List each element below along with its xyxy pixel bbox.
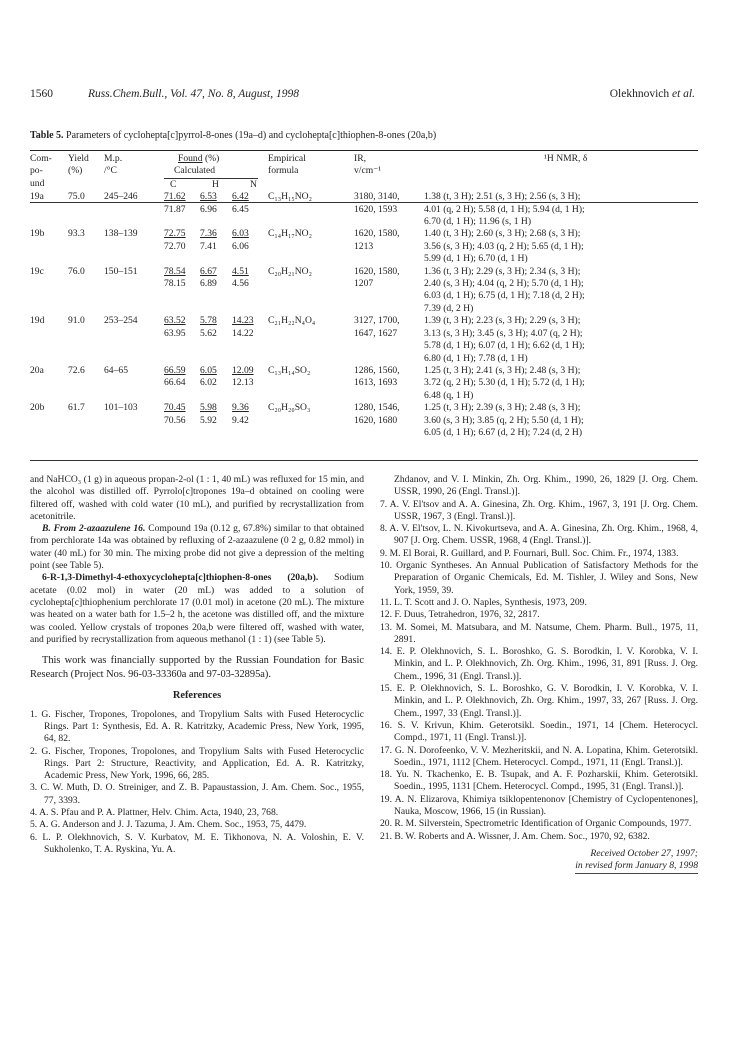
cell-mp: 101–103 (104, 402, 138, 414)
cell-ir: 3127, 1700, 1647, 1627 (354, 315, 400, 339)
references-heading: References (172, 690, 222, 702)
reference-item: 11. L. T. Scott and J. O. Naples, Synthesis, 1973, 209. (380, 596, 587, 608)
reference-item: 19. A. N. Elizarova, Khimiya tsiklopentenonov [Chemistry of Cyclopentenones], Nauka, Moscow, 1966, 15 (in Russian). (380, 793, 698, 818)
table-caption-text: Parameters of cyclohepta[c]pyrrol-8-ones (19a–d) and cyclohepta[c]thiophen-8-ones (20a,b) (66, 130, 437, 141)
col-found-calculated: Found (%) Calculated C H N (164, 153, 268, 191)
cell-yield: 93.3 (68, 228, 85, 240)
cell-mp: 150–151 (104, 265, 138, 277)
cell-compound: 19d (30, 315, 45, 327)
col-ir: IR, v/cm⁻¹ (354, 153, 382, 177)
cell-analysis-h: 7.36 7.41 (200, 228, 217, 252)
cell-compound: 19b (30, 228, 45, 240)
cell-mp: 245–246 (104, 191, 138, 203)
journal-citation: Russ.Chem.Bull., Vol. 47, No. 8, August, 1998 (88, 88, 299, 100)
cell-ir: 1286, 1560, 1613, 1693 (354, 364, 400, 389)
cell-analysis-c: 78.54 78.15 (164, 265, 186, 290)
reference-item: 5. A. G. Anderson and J. J. Tazuma, J. Am. Chem. Soc., 1953, 75, 4479. (30, 819, 307, 831)
cell-yield: 72.6 (68, 364, 85, 376)
received-dates: Received October 27, 1997; in revised form January 8, 1998 (380, 848, 698, 874)
running-authors: Olekhnovich et al. (609, 88, 695, 100)
cell-ir: 3180, 3140, 1620, 1593 (354, 191, 400, 215)
cell-analysis-n: 12.09 12.13 (232, 364, 254, 389)
cell-analysis-h: 5.78 5.62 (200, 315, 217, 339)
cell-yield: 76.0 (68, 265, 85, 277)
table-row (30, 191, 698, 228)
cell-nmr: 1.25 (t, 3 H); 2.39 (s, 3 H); 2.48 (s, 3 H); 3.60 (s, 3 H); 3.85 (q, 2 H); 5.50 (d, 1 H); 6.05 (d, 1 H); 6.67 (d, 2 H); 7.24 (d, 2 H) (424, 402, 584, 438)
running-header (30, 86, 695, 102)
reference-item: 21. B. W. Roberts and A. Wissner, J. Am. Chem. Soc., 1970, 92, 6382. (380, 830, 650, 842)
col-compound: Com- po- und (30, 153, 52, 189)
cell-compound: 19c (30, 265, 44, 277)
reference-item: 20. R. M. Silverstein, Spectrometric Identification of Organic Compounds, 1977. (380, 818, 692, 830)
cell-ir: 1620, 1580, 1207 (354, 265, 400, 290)
reference-item: 8. A. V. El'tsov, L. N. Kivokurtseva, and A. A. Ginesina, Zh. Org. Khim., 1968, 4, 907 [J. Org. Chem. USSR, 1968, 4 (Engl. Transl.)]. (380, 523, 698, 547)
col-mp: M.p. /°C (104, 153, 123, 177)
table-row (30, 365, 698, 402)
cell-nmr: 1.36 (t, 3 H); 2.29 (s, 3 H); 2.34 (s, 3 H); 2.40 (s, 3 H); 4.04 (q, 2 H); 5.70 (d, 1 H); 6.03 (d, 1 H); 6.75 (d, 1 H); 7.18 (d, 2 H); 7.39 (d, 2 H) (424, 265, 585, 314)
col-yield: Yield (%) (68, 153, 89, 177)
cell-nmr: 1.25 (t, 3 H); 2.41 (s, 3 H); 2.48 (s, 3 H); 3.72 (q, 2 H); 5.30 (d, 1 H); 5.72 (d, 1 H); 6.48 (q, 1 H) (424, 364, 585, 401)
cell-analysis-h: 6.67 6.89 (200, 265, 217, 290)
table-caption (30, 129, 699, 142)
col-empirical: Empirical formula (268, 153, 306, 177)
cell-analysis-h: 5.98 5.92 (200, 402, 217, 426)
table-row (30, 402, 698, 439)
left-column (30, 474, 364, 856)
cell-analysis-c: 70.45 70.56 (164, 402, 186, 426)
reference-item: 9. M. El Borai, R. Guillard, and P. Fournari, Bull. Soc. Chim. Fr., 1974, 1383. (380, 547, 679, 559)
cell-analysis-c: 63.52 63.95 (164, 315, 186, 339)
cell-compound: 20b (30, 402, 45, 414)
cell-yield: 75.0 (68, 191, 85, 203)
cell-ir: 1620, 1580, 1213 (354, 228, 400, 252)
cell-ir: 1280, 1546, 1620, 1680 (354, 402, 400, 426)
reference-item: 10. Organic Syntheses. An Annual Publication of Satisfactory Methods for the Preparation of Organic Chemicals, Ed. M. Tishler, J. Wiley and Sons, New York, 1959, 39. (380, 560, 698, 596)
cell-analysis-n: 6.03 6.06 (232, 228, 249, 252)
table-row (30, 266, 698, 316)
cell-analysis-c: 71.62 71.87 (164, 191, 186, 215)
reference-item: 16. S. V. Krivun, Khim. Geterotsikl. Soedin., 1971, 14 [Chem. Heterocycl. Compd., 1971, 11 (Engl. Transl.)]. (380, 719, 698, 744)
cell-analysis-h: 6.53 6.96 (200, 191, 217, 215)
reference-item: Zhdanov, and V. I. Minkin, Zh. Org. Khim., 1990, 26, 1829 [J. Org. Chem. USSR, 1990, 26 (Engl. Transl.)]. (394, 474, 698, 498)
cell-formula: C₂₀H₂₀SO₃ (268, 402, 311, 414)
cell-analysis-n: 4.51 4.56 (232, 265, 249, 290)
cell-formula: C₂₁H₂₂N₄O₄ (268, 315, 316, 327)
cell-compound: 19a (30, 191, 44, 203)
cell-mp: 253–254 (104, 315, 138, 327)
reference-item: 12. F. Duus, Tetrahedron, 1976, 32, 2817. (380, 609, 540, 621)
cell-analysis-n: 9.36 9.42 (232, 402, 249, 426)
experimental-paragraph-3: 6-R-1,3-Dimethyl-4-ethoxycyclohepta[c]thiophen-8-ones (20a,b). Sodium acetate (0.02 mol) in water (20 mL) was added to a solution of cyclohepta[c]thiophenium perchlorate 17 (0.01 mol) in acetone (20 mL). The mixture was heated on a water bath for 1.5–2 h, the acetone was distilled off, and the mixture was cooled. Yellow crystals of tropones 20a,b were filtered off, washed with water, and purified by recrystallization from aqueous methanol (1 : 1) (see Table 5). (30, 572, 364, 645)
cell-analysis-n: 6.42 6.45 (232, 191, 249, 215)
reference-item: 14. E. P. Olekhnovich, S. L. Boroshko, G. S. Borodkin, I. V. Korobka, V. I. Minkin, and L. P. Olekhnovich, Zh. Org. Khim., 1996, 31, 891 [Russ. J. Org. Chem., 1996, 31 (Engl. Transl.)]. (380, 646, 698, 682)
references-list-right (380, 474, 698, 843)
table-bottom-rule (30, 460, 698, 461)
right-column (380, 474, 698, 874)
experimental-paragraph-1: and NaHCO₃ (1 g) in aqueous propan-2-ol (1 : 1, 40 mL) was refluxed for 15 min, and the alcohol was distilled off. Pyrrolo[c]tropones 19a–d obtained on cooling were filtered off, washed with cold water (10 mL), and purified by recrystallization from acetonitrile. (30, 474, 364, 522)
cell-mp: 138–139 (104, 228, 138, 240)
cell-yield: 61.7 (68, 402, 85, 414)
reference-item: 4. A. S. Pfau and P. A. Plattner, Helv. Chim. Acta, 1940, 23, 768. (30, 807, 279, 819)
cell-analysis-c: 66.59 66.64 (164, 364, 186, 389)
reference-item: 13. M. Somei, M. Matsubara, and M. Natsume, Chem. Pharm. Bull., 1975, 11, 2891. (380, 621, 698, 645)
acknowledgment: This work was financially supported by the Russian Foundation for Basic Research (Project Nos. 96-03-33360a and 97-03-32895a). (30, 655, 364, 680)
reference-item: 18. Yu. N. Tkachenko, E. B. Tsupak, and A. F. Pozharskii, Khim. Geterotsikl. Soedin., 1995, 1131 [Chem. Heterocycl. Compd., 1995, 31 (Engl. Transl.)]. (380, 769, 698, 793)
experimental-paragraph-2: B. From 2-azaazulene 16. Compound 19a (0.12 g, 67.8%) similar to that obtained from perchlorate 14a was obtained by refluxing of 2-azaazulene (0 2 g, 0.82 mmol) in water (40 mL) for 30 min. The mixing probe did not give a depression of the melting point (see Table 5). (30, 523, 364, 572)
cell-formula: C₁₃H₁₄SO₂ (268, 364, 311, 376)
cell-mp: 64–65 (104, 364, 128, 376)
reference-item: 15. E. P. Olekhnovich, S. L. Boroshko, G. V. Borodkin, I. V. Korobka, V. I. Minkin, and L. P. Olekhnovich, Zh. Org. Khim., 1997, 33, 267 [Russ. J. Org. Chem., 1997, 33 (Engl. Transl.)]. (380, 683, 698, 719)
reference-item: 6. L. P. Olekhnovich, S. V. Kurbatov, M. E. Tikhonova, N. A. Voloshin, E. V. Sukholenko, T. A. Ryskina, Yu. A. (30, 831, 364, 855)
reference-item: 17. G. N. Dorofeenko, V. V. Mezheritskii, and N. A. Lopatina, Khim. Geterotsikl. Soedin., 1971, 1112 [Chem. Heterocycl. Compd., 1971, 11 (Engl. Transl.)]. (380, 744, 698, 768)
cell-formula: C₁₃H₁₅NO₂ (268, 191, 312, 203)
table-top-rule (30, 150, 698, 151)
col-nmr: ¹H NMR, δ (544, 153, 588, 164)
cell-yield: 91.0 (68, 315, 85, 327)
reference-item: 3. C. W. Muth, D. O. Streiniger, and Z. B. Papaustassion, J. Am. Chem. Soc., 1955, 77, 3393. (30, 782, 364, 806)
cell-analysis-h: 6.05 6.02 (200, 364, 217, 389)
table-label: Table 5. (30, 130, 64, 141)
cell-analysis-n: 14.23 14.22 (232, 315, 254, 339)
cell-analysis-c: 72.75 72.70 (164, 228, 186, 252)
table-body (30, 191, 698, 439)
references-list-left (30, 709, 364, 857)
cell-formula: C₁₄H₁₇NO₂ (268, 228, 312, 240)
reference-item: 2. G. Fischer, Tropones, Tropolones, and Tropylium Salts with Fused Heterocyclic Rings. Part 2: Structure, Reactivity, and Application, Ed. A. R. Katritzky, Academic Press, New York, 1996, 66, 285. (30, 745, 364, 782)
table-row (30, 315, 698, 365)
reference-item: 1. G. Fischer, Tropones, Tropolones, and Tropylium Salts with Fused Heterocyclic Rings. Part 1: Synthesis, Ed. A. R. Katritzky, Academic Press, New York, 1995, 64, 82. (30, 708, 364, 745)
cell-formula: C₂₀H₂₁NO₂ (268, 265, 312, 277)
page-number: 1560 (30, 88, 53, 100)
cell-compound: 20a (30, 364, 44, 376)
cell-nmr: 1.40 (t, 3 H); 2.60 (s, 3 H); 2.68 (s, 3 H); 3.56 (s, 3 H); 4.03 (q, 2 H); 5.65 (d, 1 H); 5.99 (d, 1 H); 6.70 (d, 1 H) (424, 228, 584, 265)
cell-nmr: 1.38 (t, 3 H); 2.51 (s, 3 H); 2.56 (s, 3 H); 4.01 (q, 2 H); 5.58 (d, 1 H); 5.94 (d, 1 H); 6.70 (d, 1 H); 11.96 (s, 1 H) (424, 191, 585, 228)
parameters-table (30, 153, 698, 439)
table-row (30, 228, 698, 265)
reference-item: 7. A. V. El'tsov and A. A. Ginesina, Zh. Org. Khim., 1967, 3, 191 [J. Org. Chem. USSR, 1967, 3 (Engl. Transl.)]. (380, 498, 698, 522)
cell-nmr: 1.39 (t, 3 H); 2.23 (s, 3 H); 2.29 (s, 3 H); 3.13 (s, 3 H); 3.45 (s, 3 H); 4.07 (q, 2 H); 5.78 (d, 1 H); 6.07 (d, 1 H); 6.62 (d, 1 H); 6.80 (d, 1 H); 7.78 (d, 1 H) (424, 315, 585, 364)
